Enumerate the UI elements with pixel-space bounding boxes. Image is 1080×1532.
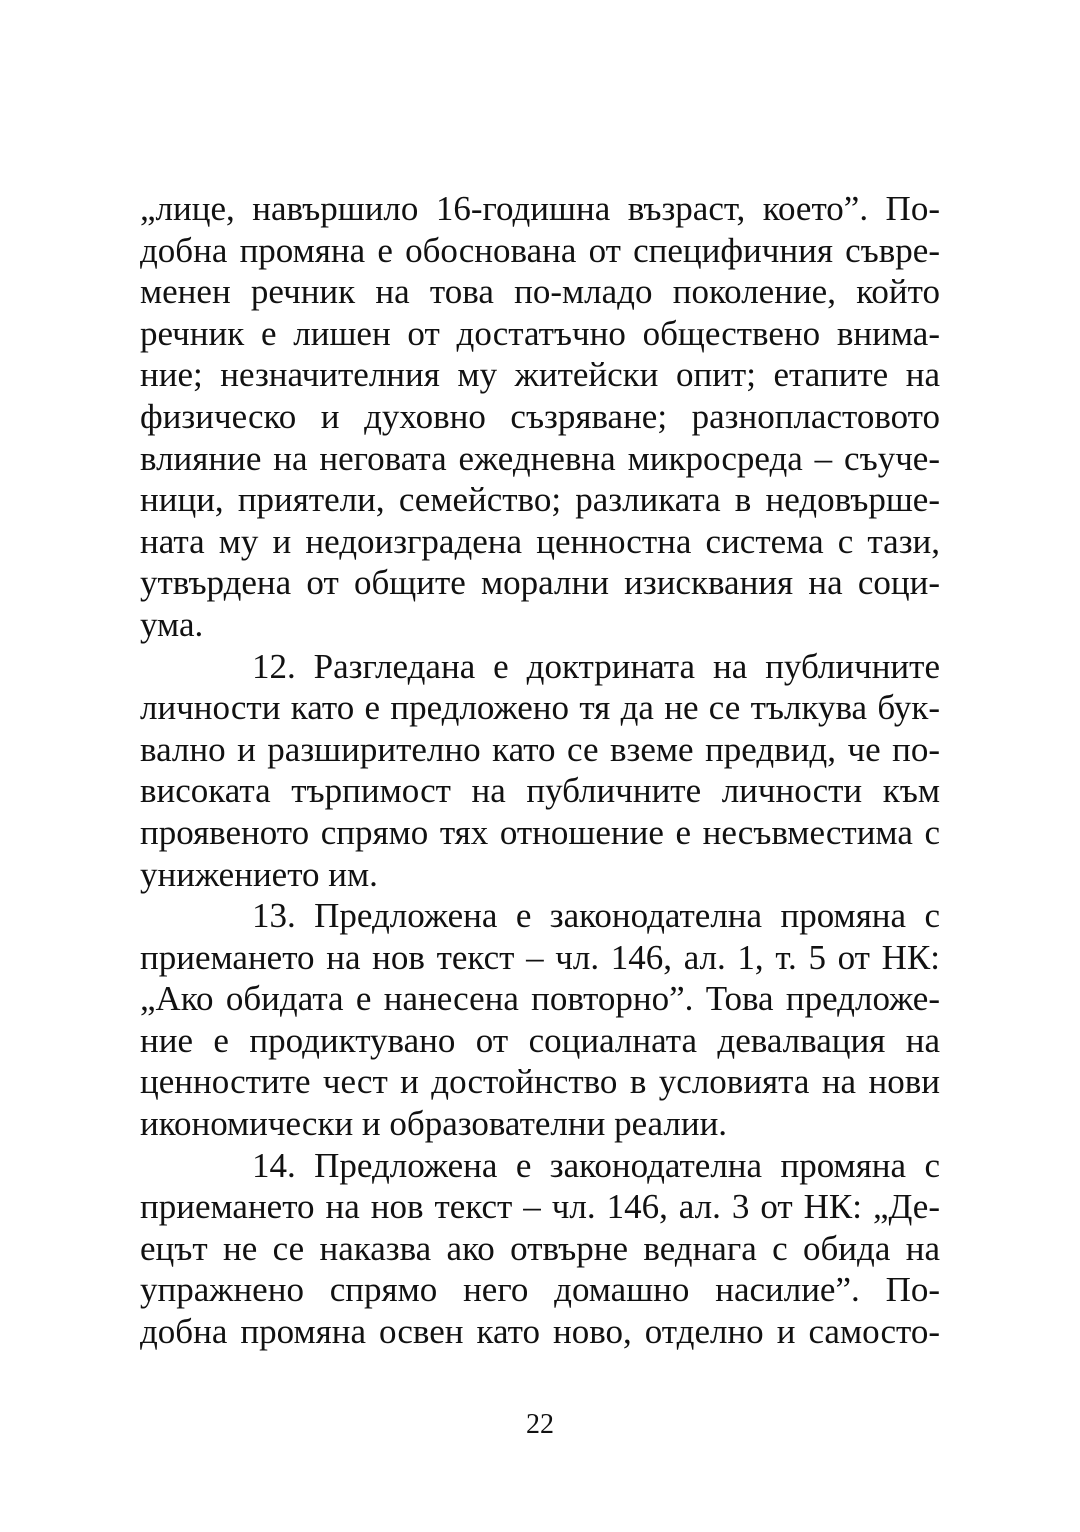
text-line: речник е лишен от достатъчно обществено внима- — [140, 313, 940, 353]
text-line: добна промяна освен като ново, отделно и самосто- — [140, 1312, 940, 1352]
text-line: ние; незначителния му житейски опит; етапите на — [140, 355, 940, 395]
text-line: проявеното спрямо тях отношение е несъвместима с — [140, 812, 940, 852]
text-line: влияние на неговата ежедневна микросреда – съуче- — [140, 438, 940, 478]
text-line: ната му и недоизградена ценностна система с тази, — [140, 521, 940, 561]
text-line: вално и разширително като се вземе предвид, че по- — [140, 729, 940, 769]
text-line: „лице, навършило 16-годишна възраст, което”. По- — [140, 189, 940, 228]
text-line: ние е продиктувано от социалната девалвация на — [140, 1020, 940, 1060]
text-line: ума. — [140, 604, 204, 644]
page-number: 22 — [526, 1409, 554, 1440]
text-line: икономически и образователни реалии. — [140, 1104, 728, 1144]
text-line: 13. Предложена е законодателна промяна с — [252, 896, 940, 936]
text-line: ецът не се наказва ако отвърне веднага с обида на — [140, 1228, 940, 1268]
text-line: приемането на нов текст – чл. 146, ал. 1, т. 5 от НК: — [140, 937, 940, 977]
text-line: физическо и духовно съзряване; разнопластовото — [140, 396, 940, 436]
page-body — [140, 188, 940, 1353]
text-line: високата търпимост на публичните личности към — [140, 771, 940, 811]
text-line: ценностите чест и достойнство в условията на нови — [140, 1062, 940, 1102]
text-line: утвърдена от общите морални изисквания на соци- — [140, 563, 940, 603]
text-line: упражнено спрямо него домашно насилие”. По- — [140, 1270, 940, 1310]
text-line: личности като е предложено тя да не се тълкува бук- — [140, 688, 940, 728]
paragraph-14 — [140, 1145, 940, 1353]
text-line: приемането на нов текст – чл. 146, ал. 3 от НК: „Де- — [140, 1187, 940, 1227]
paragraph-continuation — [140, 188, 940, 646]
text-line: добна промяна е обоснована от специфичния съвре- — [140, 230, 940, 270]
text-line: менен речник на това по-младо поколение, който — [140, 272, 940, 312]
text-line: ници, приятели, семейство; разликата в недовърше- — [140, 480, 940, 520]
text-line: 12. Разгледана е доктрината на публичните — [252, 646, 940, 686]
paragraph-12 — [140, 646, 940, 896]
text-line: „Ако обидата е нанесена повторно”. Това предложе- — [140, 979, 940, 1019]
text-line: унижението им. — [140, 854, 378, 894]
paragraph-13 — [140, 895, 940, 1145]
text-line: 14. Предложена е законодателна промяна с — [252, 1145, 940, 1185]
